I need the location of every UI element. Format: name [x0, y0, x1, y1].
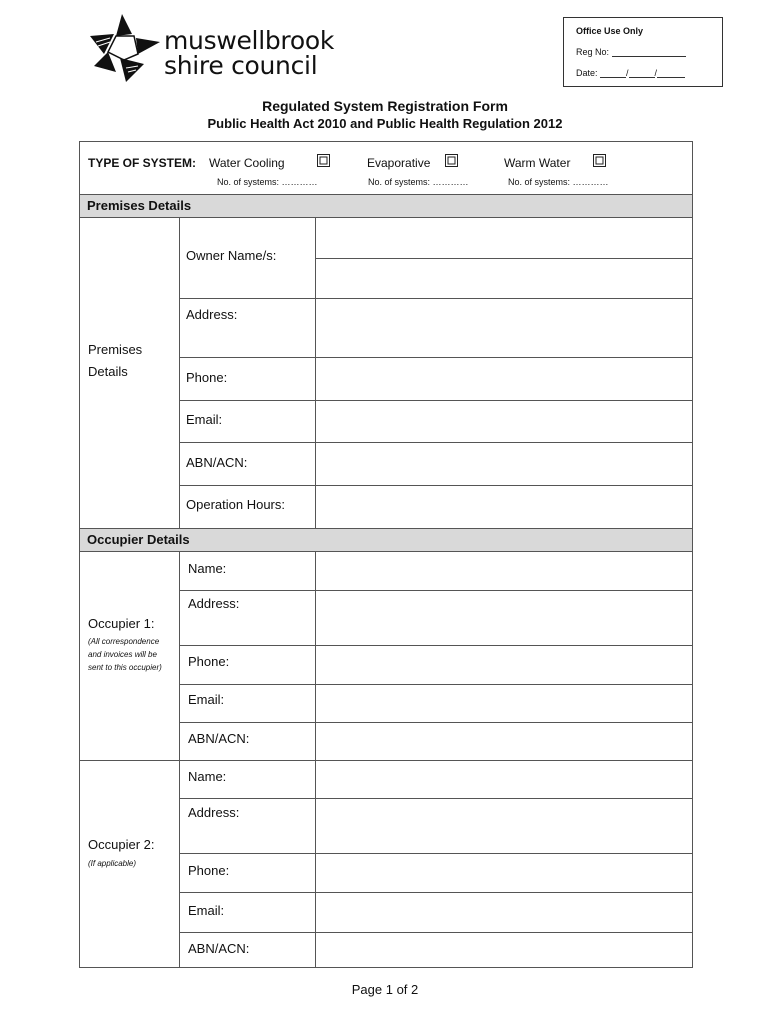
occupier-2-abn-acn-label: ABN/ACN:: [188, 941, 250, 956]
occupier-1-name-label: Name:: [188, 561, 227, 576]
occupier-1-note-line: (All correspondence: [88, 637, 160, 646]
occupier-1-address-input[interactable]: [316, 591, 692, 645]
reg-no-line[interactable]: [612, 46, 686, 57]
warm-water-label: Warm Water: [504, 156, 571, 170]
owner-name-label: Owner Name/s:: [186, 248, 277, 263]
occupier-2-address-label: Address:: [188, 805, 240, 820]
email-input[interactable]: [316, 401, 692, 442]
operation-hours-label: Operation Hours:: [186, 497, 285, 512]
reg-no-label: Reg No:: [576, 47, 610, 57]
occupier-2-name-label: Name:: [188, 769, 227, 784]
address-input[interactable]: [316, 299, 692, 357]
type-of-system-heading: TYPE OF SYSTEM:: [88, 156, 197, 170]
water-cooling-label: Water Cooling: [209, 156, 285, 170]
council-name-line1: muswellbrook: [164, 26, 335, 55]
form-title: Regulated System Registration Form: [262, 98, 508, 114]
occupier-2-email-label: Email:: [188, 903, 225, 918]
reg-no-row: [576, 46, 686, 57]
council-name-line2: shire council: [164, 51, 318, 80]
occupier-2-name-input[interactable]: [316, 761, 692, 798]
date-sep: /: [654, 68, 658, 78]
occupier-1-name-input[interactable]: [316, 553, 692, 590]
occupier-1-label: Occupier 1:: [88, 616, 155, 631]
address-label: Address:: [186, 307, 238, 322]
council-name: [164, 28, 334, 78]
date-row: [576, 67, 685, 78]
occupier-1-email-input[interactable]: [316, 685, 692, 722]
date-day-line[interactable]: [600, 67, 626, 78]
premises-details-heading: Premises Details: [80, 194, 692, 218]
occupier-1-abn-acn-label: ABN/ACN:: [188, 731, 250, 746]
abn-acn-input[interactable]: [316, 443, 692, 485]
water-cooling-checkbox[interactable]: [317, 154, 330, 167]
occupier-1-email-label: Email:: [188, 692, 225, 707]
premises-side-label: Details: [88, 364, 128, 379]
page-number: Page 1 of 2: [351, 982, 419, 997]
occupier-1-address-label: Address:: [188, 596, 240, 611]
date-year-line[interactable]: [654, 67, 685, 78]
evaporative-count[interactable]: No. of systems: …………: [368, 177, 469, 187]
date-sep: /: [626, 68, 629, 78]
water-cooling-count[interactable]: No. of systems: …………: [217, 177, 318, 187]
premises-col-divider: [179, 218, 180, 528]
occupier-2-abn-acn-input[interactable]: [316, 933, 692, 967]
date-label: Date:: [576, 68, 598, 78]
owner-name-input-1[interactable]: [316, 219, 692, 258]
occupier-2-note: (If applicable): [88, 859, 137, 868]
occupier-details-heading: Occupier Details: [80, 528, 692, 552]
warm-water-count[interactable]: No. of systems: …………: [508, 177, 609, 187]
occupier-2-phone-input[interactable]: [316, 854, 692, 892]
premises-side-label: Premises: [88, 342, 143, 357]
evaporative-label: Evaporative: [367, 156, 431, 170]
occupier-1-note-line: and invoices will be: [88, 650, 157, 659]
occupier-1-phone-input[interactable]: [316, 646, 692, 684]
email-label: Email:: [186, 412, 223, 427]
owner-name-input-2[interactable]: [316, 259, 692, 298]
occupier-2-phone-label: Phone:: [188, 863, 230, 878]
occupier-1-note: [88, 635, 162, 674]
evaporative-checkbox[interactable]: [445, 154, 458, 167]
form-subtitle: Public Health Act 2010 and Public Health Regulation 2012: [207, 116, 563, 131]
occupier-1-note-line: sent to this occupier): [88, 663, 162, 672]
office-use-title: Office Use Only: [576, 26, 644, 36]
date-month-line[interactable]: [629, 67, 655, 78]
phone-input[interactable]: [316, 358, 692, 400]
office-use-box: [563, 17, 723, 87]
occupier-1-abn-acn-input[interactable]: [316, 723, 692, 760]
abn-acn-label: ABN/ACN:: [186, 455, 248, 470]
operation-hours-input[interactable]: [316, 486, 692, 527]
council-logo-icon: [86, 12, 164, 86]
occupier-1-phone-label: Phone:: [188, 654, 230, 669]
type-of-system-label: [88, 156, 196, 170]
warm-water-checkbox[interactable]: [593, 154, 606, 167]
occupier-2-email-input[interactable]: [316, 893, 692, 932]
occupier-2-label: Occupier 2:: [88, 837, 155, 852]
phone-label: Phone:: [186, 370, 228, 385]
occupier-2-address-input[interactable]: [316, 799, 692, 853]
